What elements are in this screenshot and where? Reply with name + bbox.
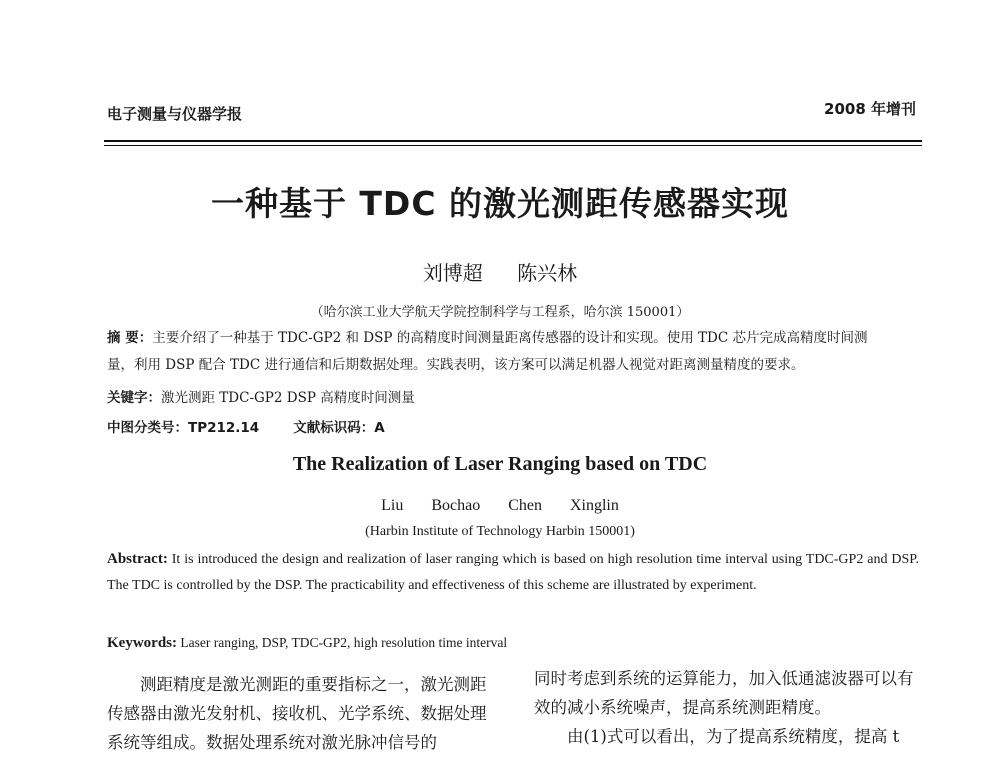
body-paragraph: 同时考虑到系统的运算能力，加入低通滤波器可以有效的减小系统噪声，提高系统测距精度。 <box>534 669 914 717</box>
header-rule-thin <box>104 145 922 146</box>
authors-en: Liu Bochao Chen Xinglin <box>381 497 619 514</box>
keywords-cn <box>107 386 415 406</box>
header-rule-thick <box>104 140 922 142</box>
keywords-cn-label: 关键字： <box>107 390 161 406</box>
abstract-en-label: Abstract: <box>107 551 168 567</box>
abstract-cn-label: 摘 要： <box>107 330 153 346</box>
doc-code-value: A <box>374 420 385 436</box>
doc-code-label: 文献标识码： <box>293 420 375 436</box>
body-column-right <box>534 664 918 751</box>
authors-cn: 刘博超 陈兴林 <box>422 261 578 285</box>
body-paragraph: 测距精度是激光测距的重要指标之一，激光测距传感器由激光发射机、接收机、光学系统、数据处理系统等组成。数据处理系统对激光脉冲信号的 <box>107 675 487 752</box>
body-paragraph: 由(1)式可以看出，为了提高系统精度，提高 t <box>567 727 900 746</box>
abstract-en-text: It is introduced the design and realization of laser ranging which is based on high resolution time interval using TDC-GP2 and DSP. The TDC is controlled by the DSP. The practicability and effectiveness of this scheme are illustrated by experiment. <box>107 552 920 593</box>
classification-label: 中图分类号： <box>107 420 188 436</box>
classification-line <box>107 416 385 436</box>
affiliation-cn: （哈尔滨工业大学航天学院控制科学与工程系，哈尔滨 150001） <box>310 305 690 320</box>
paper-title-en: The Realization of Laser Ranging based on TDC <box>292 453 708 475</box>
journal-name: 电子测量与仪器学报 <box>107 105 243 123</box>
classification-value: TP212.14 <box>188 420 260 436</box>
abstract-en <box>107 546 919 599</box>
issue-label: 2008 年增刊 <box>824 100 916 118</box>
affiliation-en: (Harbin Institute of Technology Harbin 150001) <box>365 524 635 539</box>
keywords-en-label: Keywords: <box>107 635 177 651</box>
abstract-cn-line-1 <box>107 326 867 346</box>
body-column-left <box>107 670 500 757</box>
abstract-cn-text-1: 主要介绍了一种基于 TDC-GP2 和 DSP 的高精度时间测量距离传感器的设计和实现。使用 TDC 芯片完成高精度时间测 <box>152 330 868 346</box>
abstract-cn-line-2: 量，利用 DSP 配合 TDC 进行通信和后期数据处理。实践表明，该方案可以满足机器人视觉对距离测量精度的要求。 <box>107 357 805 373</box>
keywords-en-value: Laser ranging, DSP, TDC-GP2, high resolution time interval <box>180 635 508 650</box>
keywords-en <box>107 635 507 652</box>
keywords-cn-value: 激光测距 TDC-GP2 DSP 高精度时间测量 <box>161 390 415 406</box>
paper-title-cn: 一种基于 TDC 的激光测距传感器实现 <box>210 184 790 223</box>
